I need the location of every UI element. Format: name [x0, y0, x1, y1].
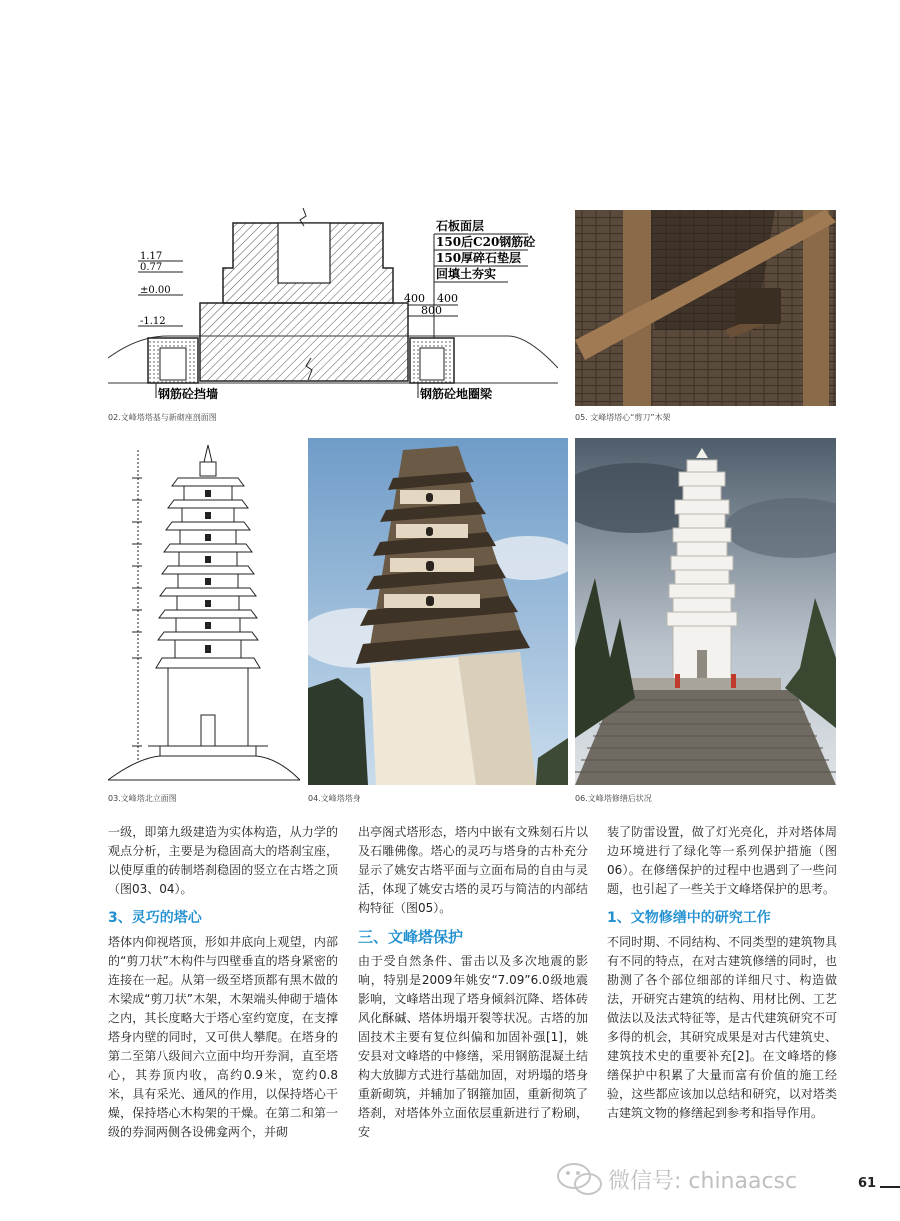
col1-heading: 3、灵巧的塔心 [108, 910, 202, 926]
dimension-400-a: 400 [404, 292, 425, 305]
dimension-400-b: 400 [437, 292, 458, 305]
col2-paragraph-2: 由于受自然条件、雷击以及多次地震的影响，特别是2009年姚安“7.09”6.0级地震影响，文峰塔出现了塔身倾斜沉降、塔体砖风化酥碱、塔体坍塌开裂等状况。古塔的加固技术主要有复位纠偏和加固补强[1]，姚安县对文峰塔的中修缮，采用钢筋混凝土结构大放脚方式进行基础加固，对坍塌的塔身重新砌筑，并辅加了钢箍加固，重新彻筑了塔刹，对塔体外立面依层重新进行了粉刷，安 [358, 954, 588, 1139]
figure-04-photo [308, 438, 568, 785]
figure-02-section-drawing [108, 208, 558, 408]
figure-03-elevation-drawing [108, 440, 300, 785]
text-column-3 [607, 823, 837, 1123]
layer-label-3: 150厚碎石垫层 [436, 251, 522, 265]
ring-beam-label: 钢筋砼地圈梁 [420, 387, 493, 401]
page-number: 61 [858, 1176, 877, 1191]
dimension-800: 800 [421, 304, 442, 317]
elevation-minus-1-12: -1.12 [140, 316, 166, 327]
figure-02-caption: 02.文峰塔塔基与新砌座剖面图 [108, 413, 217, 422]
elevation-0-77: 0.77 [140, 262, 163, 273]
text-column-2 [358, 823, 588, 1142]
retaining-wall-label: 钢筋砼挡墙 [158, 387, 219, 401]
watermark-text: 微信号: chinaacsc [608, 1169, 798, 1194]
layer-label-4: 回填土夯实 [436, 267, 497, 281]
figure-04-caption: 04.文峰塔塔身 [308, 794, 361, 803]
col3-paragraph-1: 装了防雷设置，做了灯光亮化，并对塔体周边环境进行了绿化等一系列保护措施（图06）。在修缮保护的过程中也遇到了一些问题，也引起了一些关于文峰塔保护的思考。 [607, 825, 837, 896]
col2-paragraph-1: 出亭阁式塔形态，塔内中嵌有文殊刻石片以及石雕佛像。塔心的灵巧与塔身的古朴充分显示了姚安古塔平面与立面布局的自由与灵活，体现了姚安古塔的灵巧与简洁的内部结构特征（图05）。 [358, 825, 588, 915]
elevation-1-17: 1.17 [140, 251, 163, 262]
figure-05-photo [575, 210, 836, 406]
page-edge-line [880, 1186, 900, 1188]
layer-label-2: 150后C20钢筋砼 [436, 235, 536, 249]
text-column-1 [108, 823, 338, 1142]
col1-paragraph-1: 一级，即第九级建造为实体构造，从力学的观点分析，主要是为稳固高大的塔刹宝座，以使厚重的砖制塔刹稳固的竖立在古塔之顶（图03、04）。 [108, 825, 338, 896]
col3-paragraph-2: 不同时期、不同结构、不同类型的建筑物具有不同的特点，在对古建筑修缮的同时，也勘测了各个部位细部的详细尺寸、构造做法，开研究古建筑的结构、用材比例、工艺做法以及法式特征等，是古代建筑研究不可多得的机会，其研究成果是对古代建筑史、建筑技术史的重要补充[2]。在文峰塔的修缮保护中积累了大量而富有价值的施工经验，这些都应该加以总结和研究，以对塔类古建筑文物的修缮起到参考和指导作用。 [607, 935, 837, 1120]
figure-06-caption: 06.文峰塔修缮后状况 [575, 794, 652, 803]
layer-label-1: 石板面层 [436, 219, 485, 233]
wechat-icon [556, 1162, 604, 1196]
figure-05-caption: 05. 文峰塔塔心“剪刀”木架 [575, 413, 671, 422]
figure-03-caption: 03.文峰塔北立面图 [108, 794, 177, 803]
col3-heading: 1、文物修缮中的研究工作 [607, 910, 771, 926]
figure-06-photo [575, 438, 836, 785]
elevation-0-00: ±0.00 [140, 285, 171, 296]
col2-heading: 三、文峰塔保护 [358, 928, 464, 946]
col1-paragraph-2: 塔体内仰视塔顶，形如井底向上观望，内部的“剪刀状”木构件与四壁垂直的塔身紧密的连接在一起。从第一级至塔顶都有黑木做的木梁成“剪刀状”木架，木架端头伸砌于墙体之内，其长度略大于塔心室约宽度，在支撑塔身内壁的同时，又可供人攀爬。在塔身的第二至第八级间六立面中均开券洞，直至塔心，其券顶内收，高约0.9米，宽约0.8米，具有采光、通风的作用，以保持塔心干燥，保持塔心木构架的干燥。在第二和第一级的券洞两侧各设佛龛两个，并砌 [108, 935, 338, 1139]
